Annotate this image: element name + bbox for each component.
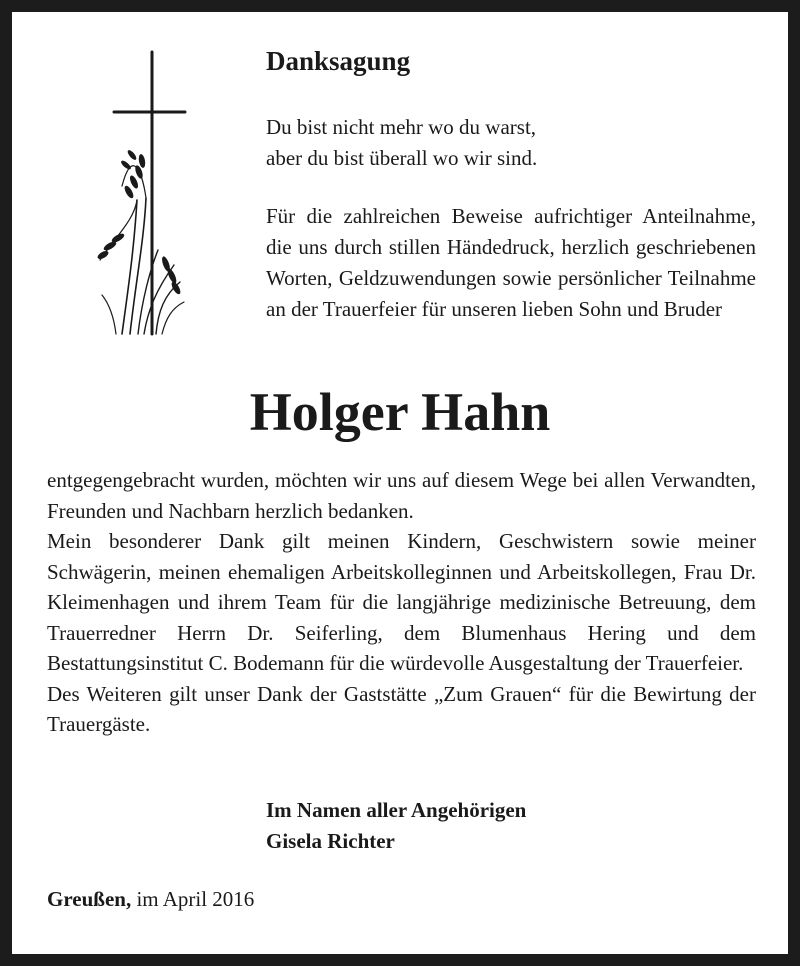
thanks-body xyxy=(47,465,756,740)
signer-name: Gisela Richter xyxy=(266,829,395,853)
place: Greußen, xyxy=(47,887,132,911)
cross-with-grain-icon xyxy=(92,50,192,340)
date: im April 2016 xyxy=(136,887,255,911)
place-date xyxy=(47,884,254,915)
verse-line: Du bist nicht mehr wo du warst, xyxy=(266,115,537,139)
body-paragraph: Des Weiteren gilt unser Dank der Gaststätte „Zum Grauen“ für die Bewirtung der Trauergäste. xyxy=(47,681,756,736)
verse-line: aber du bist überall wo wir sind. xyxy=(266,146,538,170)
body-paragraph: entgegengebracht wurden, möchten wir uns auf diesem Wege bei allen Verwandten, Freunden und Nachbarn herzlich bedanken. xyxy=(47,468,756,523)
verse xyxy=(266,112,537,174)
deceased-name: Holger Hahn xyxy=(249,382,551,442)
signature-line: Im Namen aller Angehörigen xyxy=(266,798,527,822)
heading-title: Danksagung xyxy=(266,46,411,76)
signature-block xyxy=(266,795,526,857)
body-paragraph: Mein besonderer Dank gilt meinen Kindern, Geschwistern sowie meiner Schwägerin, meinen ehemaligen Arbeitskolleginnen und Arbeitskollegen, Frau Dr. Kleimenhagen und ihrem Team für die langjährige medizinische Betreuung, dem Trauerredner Herrn Dr. Seiferling, dem Blumenhaus Hering und dem Bestattungsinstitut C. Bodemann für die würdevolle Ausgestaltung der Trauerfeier. xyxy=(47,529,756,675)
intro-paragraph: Für die zahlreichen Beweise aufrichtiger Anteilnahme, die uns durch stillen Händedruck, herzlich geschriebenen Worten, Geldzuwendungen sowie persönlicher Teilnahme an der Trauerfeier für unseren lieben Sohn und Bruder xyxy=(266,204,756,321)
